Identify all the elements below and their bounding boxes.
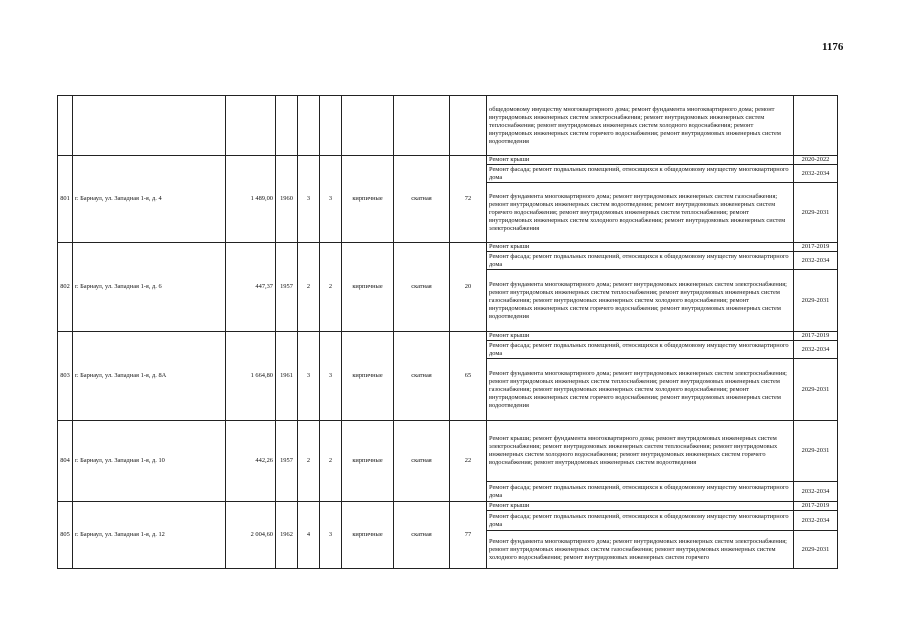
cell-wall: кирпичные bbox=[342, 156, 394, 243]
cell-wear: 77 bbox=[450, 502, 487, 569]
cell-address: г. Барнаул, ул. Западная 1-я, д. 10 bbox=[73, 421, 226, 502]
cell-year: 1960 bbox=[276, 156, 298, 243]
cell-wear: 65 bbox=[450, 332, 487, 421]
cell-period: 2017-2019 bbox=[794, 243, 838, 252]
cell-area: 447,37 bbox=[226, 243, 276, 332]
cell-entrances: 3 bbox=[320, 332, 342, 421]
cell-work: Ремонт крыши; ремонт фундамента многоквартирного дома; ремонт внутридомовых инженерных систем электроснабжения; ремонт внутридомовых инженерных систем теплоснабжения; ремонт внутридомовых инженерных систем холодного водоснабжения; ремонт внутридомовых инженерных систем горячего водоснабжения; ремонт внутридомовых инженерных систем водоотведения bbox=[487, 421, 794, 482]
cell-floors: 2 bbox=[298, 421, 320, 502]
cell-wear: 22 bbox=[450, 421, 487, 502]
cell-work: Ремонт фундамента многоквартирного дома; ремонт внутридомовых инженерных систем электроснабжения; ремонт внутридомовых инженерных систем теплоснабжения; ремонт внутридомовых инженерных систем газоснабжения; ремонт внутридомовых инженерных систем холодного водоснабжения; ремонт внутридомовых инженерных систем горячего водоснабжения; ремонт внутридомовых инженерных систем водоотведения bbox=[487, 270, 794, 332]
cell-num: 803 bbox=[58, 332, 73, 421]
cell-roof: скатная bbox=[394, 156, 450, 243]
table-body bbox=[58, 96, 838, 569]
cell-work: Ремонт крыши bbox=[487, 156, 794, 165]
cell-year: 1957 bbox=[276, 421, 298, 502]
cell-period: 2032-2034 bbox=[794, 511, 838, 531]
cell-floors: 3 bbox=[298, 156, 320, 243]
cell-num: 802 bbox=[58, 243, 73, 332]
cell-entrances: 2 bbox=[320, 243, 342, 332]
cell-num: 804 bbox=[58, 421, 73, 502]
cell-work: общедомовому имуществу многоквартирного дома; ремонт фундамента многоквартирного дома; ремонт внутридомовых инженерных систем электроснабжения; ремонт внутридомовых инженерных систем теплоснабжения; ремонт внутридомовых инженерных систем холодного водоснабжения; ремонт внутридомовых инженерных систем горячего водоснабжения; ремонт внутридомовых инженерных систем водоотведения bbox=[487, 96, 794, 156]
cell-year: 1961 bbox=[276, 332, 298, 421]
cell-period: 2029-2031 bbox=[794, 531, 838, 569]
table-row bbox=[58, 502, 838, 511]
cell-floors bbox=[298, 96, 320, 156]
cell-year: 1957 bbox=[276, 243, 298, 332]
cell-work: Ремонт фасада; ремонт подвальных помещений, относящихся к общедомовому имуществу многоквартирного дома bbox=[487, 482, 794, 502]
repair-schedule-table bbox=[57, 95, 838, 569]
cell-roof bbox=[394, 96, 450, 156]
cell-wall: кирпичные bbox=[342, 421, 394, 502]
cell-work: Ремонт фасада; ремонт подвальных помещений, относящихся к общедомовому имуществу многоквартирного дома bbox=[487, 165, 794, 183]
cell-roof: скатная bbox=[394, 502, 450, 569]
cell-wear bbox=[450, 96, 487, 156]
cell-work: Ремонт крыши bbox=[487, 332, 794, 341]
cell-floors: 2 bbox=[298, 243, 320, 332]
cell-num: 805 bbox=[58, 502, 73, 569]
cell-period: 2032-2034 bbox=[794, 165, 838, 183]
cell-period: 2020-2022 bbox=[794, 156, 838, 165]
cell-entrances: 3 bbox=[320, 502, 342, 569]
cell-work: Ремонт фундамента многоквартирного дома; ремонт внутридомовых инженерных систем электроснабжения; ремонт внутридомовых инженерных систем теплоснабжения; ремонт внутридомовых инженерных систем газоснабжения; ремонт внутридомовых инженерных систем холодного водоснабжения; ремонт внутридомовых инженерных систем горячего водоснабжения; ремонт внутридомовых инженерных систем водоотведения bbox=[487, 359, 794, 421]
cell-work: Ремонт фасада; ремонт подвальных помещений, относящихся к общедомовому имуществу многоквартирного дома bbox=[487, 511, 794, 531]
cell-work: Ремонт крыши bbox=[487, 243, 794, 252]
cell-work: Ремонт крыши bbox=[487, 502, 794, 511]
cell-roof: скатная bbox=[394, 421, 450, 502]
cell-period: 2029-2031 bbox=[794, 421, 838, 482]
cell-entrances bbox=[320, 96, 342, 156]
cell-period: 2032-2034 bbox=[794, 252, 838, 270]
cell-wall: кирпичные bbox=[342, 502, 394, 569]
cell-floors: 3 bbox=[298, 332, 320, 421]
cell-address: г. Барнаул, ул. Западная 1-я, д. 6 bbox=[73, 243, 226, 332]
cell-address: г. Барнаул, ул. Западная 1-я, д. 12 bbox=[73, 502, 226, 569]
table-row bbox=[58, 421, 838, 482]
cell-area: 442,26 bbox=[226, 421, 276, 502]
cell-address: г. Барнаул, ул. Западная 1-я, д. 8А bbox=[73, 332, 226, 421]
table-row bbox=[58, 156, 838, 165]
cell-address bbox=[73, 96, 226, 156]
cell-entrances: 3 bbox=[320, 156, 342, 243]
cell-work: Ремонт фундамента многоквартирного дома; ремонт внутридомовых инженерных систем газоснабжения; ремонт внутридомовых инженерных систем водоотведения; ремонт внутридомовых инженерных систем горячего водоснабжения; ремонт внутридомовых инженерных систем теплоснабжения; ремонт внутридомовых инженерных систем холодного водоснабжения; ремонт внутридомовых инженерных систем электроснабжения bbox=[487, 183, 794, 243]
cell-year: 1962 bbox=[276, 502, 298, 569]
cell-work: Ремонт фундамента многоквартирного дома; ремонт внутридомовых инженерных систем электроснабжения; ремонт внутридомовых инженерных систем газоснабжения; ремонт внутридомовых инженерных систем холодного водоснабжения; ремонт внутридомовых инженерных систем горячего bbox=[487, 531, 794, 569]
cell-wall bbox=[342, 96, 394, 156]
cell-address: г. Барнаул, ул. Западная 1-я, д. 4 bbox=[73, 156, 226, 243]
cell-num bbox=[58, 96, 73, 156]
cell-wear: 72 bbox=[450, 156, 487, 243]
cell-period: 2029-2031 bbox=[794, 270, 838, 332]
cell-wall: кирпичные bbox=[342, 332, 394, 421]
cell-year bbox=[276, 96, 298, 156]
cell-period: 2017-2019 bbox=[794, 502, 838, 511]
cell-area: 2 004,60 bbox=[226, 502, 276, 569]
cell-area bbox=[226, 96, 276, 156]
cell-floors: 4 bbox=[298, 502, 320, 569]
cell-wear: 20 bbox=[450, 243, 487, 332]
table-row bbox=[58, 332, 838, 341]
cell-period bbox=[794, 96, 838, 156]
cell-work: Ремонт фасада; ремонт подвальных помещений, относящихся к общедомовому имуществу многоквартирного дома bbox=[487, 252, 794, 270]
cell-area: 1 664,80 bbox=[226, 332, 276, 421]
cell-work: Ремонт фасада; ремонт подвальных помещений, относящихся к общедомовому имуществу многоквартирного дома bbox=[487, 341, 794, 359]
cell-roof: скатная bbox=[394, 332, 450, 421]
cell-period: 2029-2031 bbox=[794, 359, 838, 421]
cell-period: 2032-2034 bbox=[794, 341, 838, 359]
cell-area: 1 489,00 bbox=[226, 156, 276, 243]
cell-period: 2017-2019 bbox=[794, 332, 838, 341]
cell-roof: скатная bbox=[394, 243, 450, 332]
cell-num: 801 bbox=[58, 156, 73, 243]
table-row-continuation bbox=[58, 96, 838, 156]
cell-period: 2029-2031 bbox=[794, 183, 838, 243]
page-number: 1176 bbox=[822, 41, 844, 53]
cell-wall: кирпичные bbox=[342, 243, 394, 332]
table-row bbox=[58, 243, 838, 252]
cell-period: 2032-2034 bbox=[794, 482, 838, 502]
cell-entrances: 2 bbox=[320, 421, 342, 502]
